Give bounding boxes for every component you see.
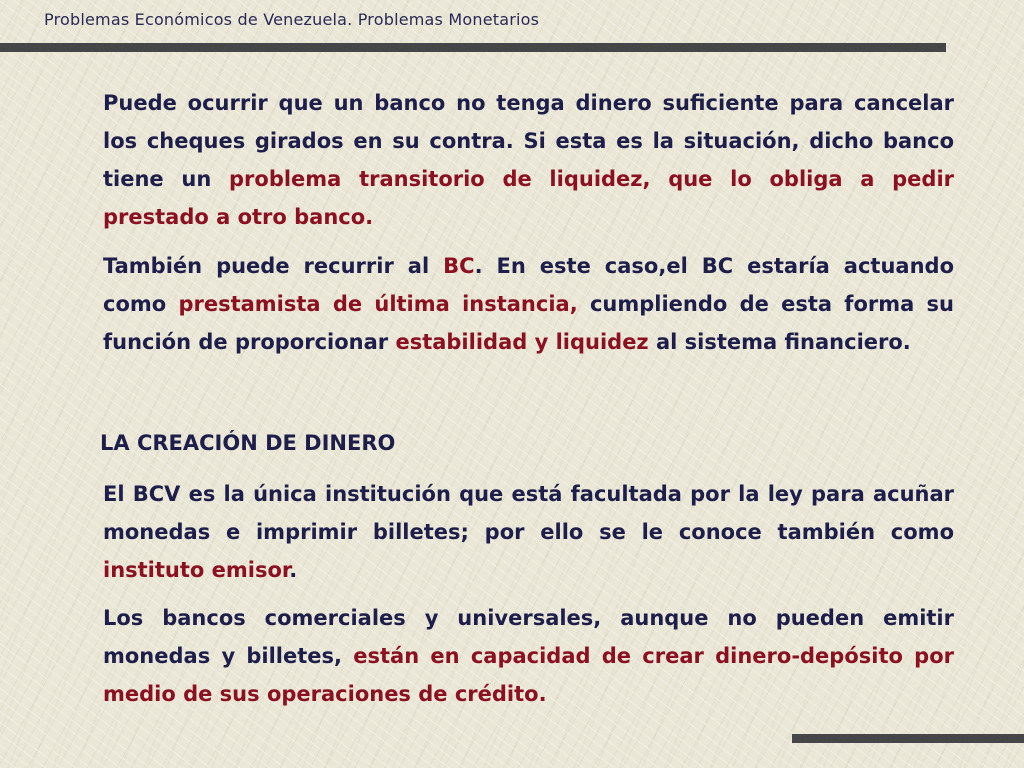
highlight-text: están en capacidad de crear dinero-depósito por medio de sus operaciones de crédito. — [103, 644, 954, 706]
header-rule — [0, 43, 946, 52]
paragraph-text: . — [289, 558, 298, 582]
highlight-text: BC — [443, 254, 475, 278]
paragraph-text: cumpliendo de esta forma su función de proporcionar — [103, 292, 954, 354]
paragraph-text: al sistema financiero. — [648, 330, 911, 354]
paragraph-issuing-institute — [103, 475, 954, 589]
highlight-text: instituto emisor — [103, 558, 290, 582]
paragraph-text: Puede ocurrir que un banco no tenga dinero suficiente para cancelar los cheques girados en su contra. Si esta es la situación, dicho banco tiene un — [103, 91, 954, 191]
paragraph-lender-of-last-resort — [103, 247, 954, 361]
paragraph-deposit-money — [103, 599, 954, 713]
header-title: Problemas Económicos de Venezuela. Problemas Monetarios — [44, 10, 540, 29]
paragraph-text: También puede recurrir al — [103, 254, 444, 278]
paragraph-text: El BCV es la única institución que está facultada por la ley para acuñar monedas e imprimir billetes; por ello se le conoce también como — [103, 482, 954, 544]
paragraph-text: Los bancos comerciales y universales, aunque no pueden emitir monedas y billetes, — [103, 606, 954, 668]
footer-rule — [792, 734, 1024, 743]
highlight-text: problema transitorio de liquidez, que lo obliga a pedir prestado a otro banco. — [103, 167, 955, 229]
highlight-text: prestamista de última instancia, — [178, 292, 578, 316]
paragraph-text: . En este caso,el BC estaría actuando como — [103, 254, 954, 316]
section-heading: LA CREACIÓN DE DINERO — [100, 431, 396, 455]
paragraph-liquidity-problem — [103, 84, 954, 236]
highlight-text: estabilidad y liquidez — [395, 330, 649, 354]
